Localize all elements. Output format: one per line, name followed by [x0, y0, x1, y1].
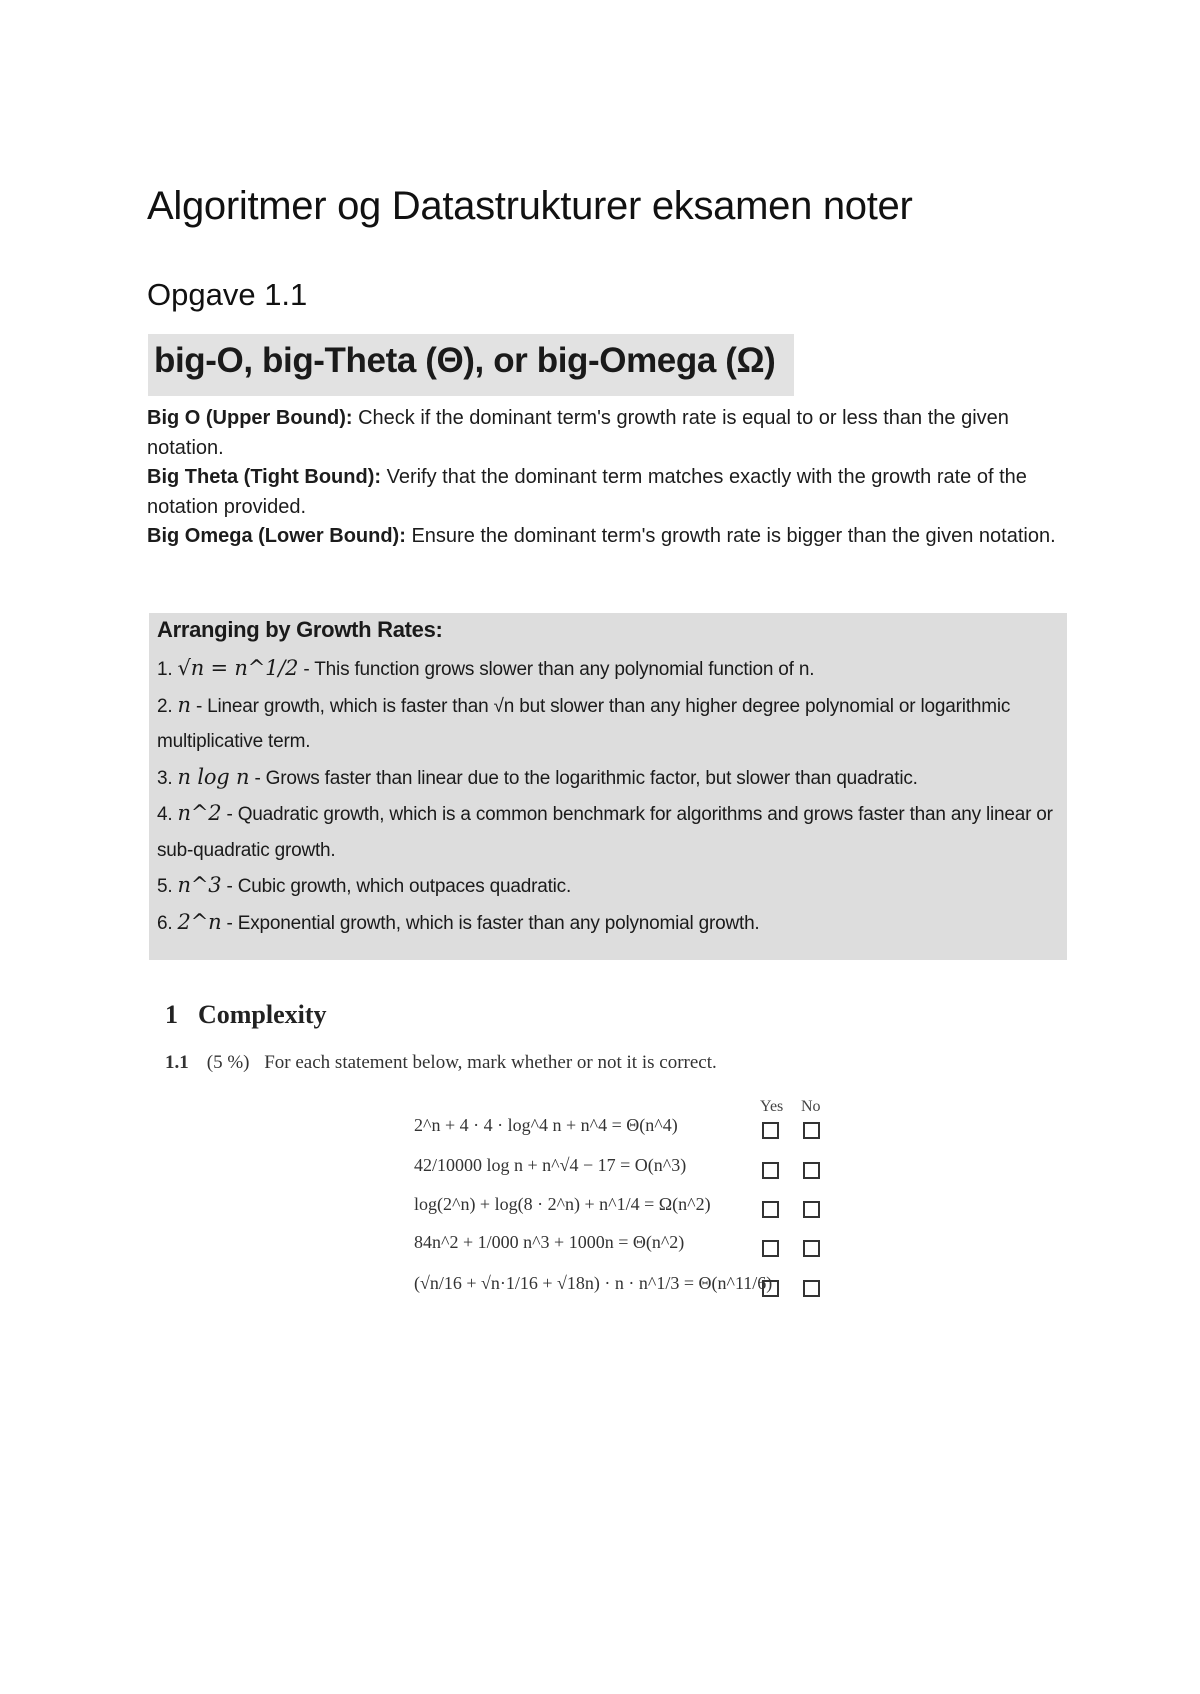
definition-big-omega: [147, 522, 1067, 552]
definition-term: Big O (Upper Bound):: [147, 407, 353, 429]
statement-5-no-checkbox[interactable]: [803, 1280, 820, 1297]
question-weight: (5 %): [206, 1052, 250, 1073]
statement-5-yes-checkbox[interactable]: [762, 1280, 779, 1297]
statement-3-yes-checkbox[interactable]: [762, 1201, 779, 1218]
definition-big-theta: [147, 463, 1067, 522]
exam-question: [165, 1052, 717, 1074]
growth-item-number: 5.: [157, 876, 173, 897]
growth-item-number: 1.: [157, 659, 173, 680]
question-text: For each statement below, mark whether or not it is correct.: [264, 1052, 717, 1073]
page-title: Algoritmer og Datastrukturer eksamen noter: [147, 184, 913, 228]
definition-text: Ensure the dominant term's growth rate is bigger than the given notation.: [405, 525, 1056, 547]
growth-item-text: - Quadratic growth, which is a common benchmark for algorithms and grows faster than any linear or sub-quadratic growth.: [157, 804, 1053, 861]
statement-3-no-checkbox[interactable]: [803, 1201, 820, 1218]
definition-text: Verify that the dominant term matches exactly with the growth rate of the notation provided.: [147, 466, 1027, 518]
growth-item: [157, 688, 1059, 760]
exam-section-heading: [165, 1000, 327, 1030]
statement-2: 42/10000 log n + n^√4 − 17 = O(n^3): [414, 1155, 687, 1175]
growth-item: [157, 868, 1059, 905]
section-title: Opgave 1.1: [147, 277, 308, 312]
growth-item-math: n^3: [177, 873, 222, 897]
statement-2-yes-checkbox[interactable]: [762, 1162, 779, 1179]
growth-rates-list: [157, 651, 1059, 941]
definitions-block: [147, 404, 1067, 552]
statement-5: (√n/16 + √n·1/16 + √18n) · n · n^1/3 = Θ(n^11/6): [414, 1273, 773, 1293]
growth-item-math: 2^n: [177, 909, 222, 934]
growth-item-math: n: [177, 692, 191, 717]
definition-big-o: [147, 404, 1067, 463]
statement-2-no-checkbox[interactable]: [803, 1162, 820, 1179]
growth-item-text: - Grows faster than linear due to the logarithmic factor, but slower than quadratic.: [249, 767, 918, 789]
growth-item: [157, 760, 1059, 797]
growth-item-text: - Linear growth, which is faster than √n but slower than any higher degree polynomial or logarithmic multiplicative term.: [157, 695, 1011, 752]
statement-1-no-checkbox[interactable]: [803, 1122, 820, 1139]
yes-column-label: Yes: [760, 1098, 784, 1115]
growth-item-number: 4.: [157, 804, 173, 825]
growth-rates-heading: Arranging by Growth Rates:: [157, 617, 443, 642]
growth-item-math: n^2: [177, 801, 222, 825]
no-column-label: No: [801, 1098, 821, 1115]
statement-1: 2^n + 4 · 4 · log^4 n + n^4 = Θ(n^4): [414, 1115, 678, 1135]
growth-item: [157, 796, 1059, 868]
growth-item-number: 3.: [157, 767, 173, 789]
growth-item-text: - This function grows slower than any polynomial function of n.: [298, 659, 815, 680]
growth-item-text: - Exponential growth, which is faster than any polynomial growth.: [221, 912, 760, 934]
growth-rates-box: [149, 613, 1067, 960]
definition-text: Check if the dominant term's growth rate is equal to or less than the given notation.: [147, 407, 1009, 459]
statement-4: 84n^2 + 1/000 n^3 + 1000n = Θ(n^2): [414, 1232, 685, 1252]
growth-item: [157, 651, 1059, 688]
exam-section-number: 1: [165, 1000, 178, 1029]
bigo-heading: big-O, big-Theta (Θ), or big-Omega (Ω): [148, 334, 794, 396]
question-number: 1.1: [165, 1052, 189, 1073]
statement-4-yes-checkbox[interactable]: [762, 1240, 779, 1257]
growth-item-number: 2.: [157, 695, 173, 717]
growth-item-math: √n = n^1/2: [177, 656, 299, 680]
definition-term: Big Theta (Tight Bound):: [147, 466, 382, 488]
growth-item-number: 6.: [157, 912, 173, 934]
growth-item-math: n log n: [177, 764, 250, 789]
growth-item: [157, 905, 1059, 942]
growth-item-text: - Cubic growth, which outpaces quadratic.: [221, 876, 572, 897]
statement-1-yes-checkbox[interactable]: [762, 1122, 779, 1139]
statement-3: log(2^n) + log(8 · 2^n) + n^1/4 = Ω(n^2): [414, 1194, 711, 1214]
exam-section-title: Complexity: [198, 1000, 327, 1029]
definition-term: Big Omega (Lower Bound):: [147, 525, 406, 547]
statement-4-no-checkbox[interactable]: [803, 1240, 820, 1257]
